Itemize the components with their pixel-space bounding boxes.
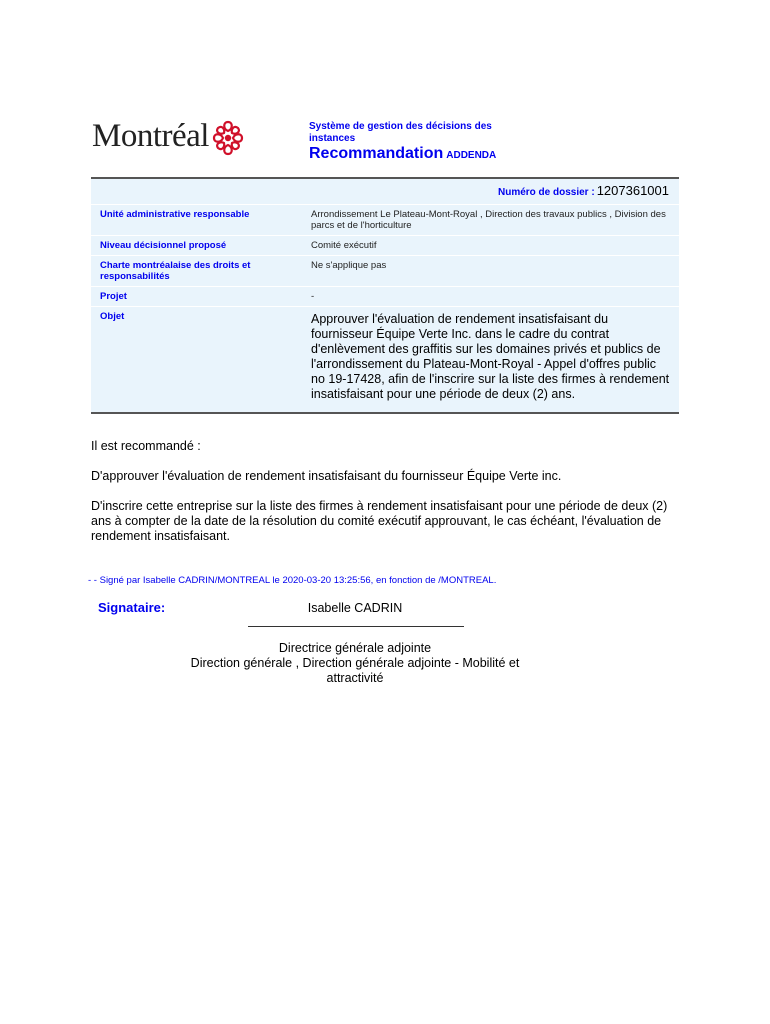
table-row (91, 256, 679, 287)
signatory-title: Directrice générale adjointe (278, 641, 432, 655)
signatory-name: Isabelle CADRIN (307, 601, 403, 615)
table-row (91, 287, 679, 307)
system-title: Système de gestion des décisions des instances (309, 121, 492, 144)
row-label-projet: Projet (91, 287, 303, 307)
logo-text: Montréal (92, 118, 209, 154)
recommendation-paragraph-2: D'inscrire cette entreprise sur la liste des firmes à rendement insatisfaisant pour une période de deux (2) ans à compter de la date de la résolution du comité exécutif approuvant, le cas échéant, l'évaluation de rendement insatisfaisant. (91, 499, 668, 543)
row-value-objet: Approuver l'évaluation de rendement insatisfaisant du fournisseur Équipe Verte Inc. dans le cadre du contrat d'enlèvement des graffitis sur les domaines privés et publics de l'arrondissement du Plateau-Mont-Royal - Appel d'offres public no 19-17428, afin de l'inscrire sur la liste des firmes à rendement insatisfaisant pour une période de deux (2) ans. (303, 307, 679, 414)
row-value-unite: Arrondissement Le Plateau-Mont-Royal , Direction des travaux publics , Division des parcs et de l'horticulture (303, 205, 679, 236)
dossier-label: Numéro de dossier : (497, 187, 595, 198)
montreal-rose-logo-icon (210, 118, 246, 158)
signature-rule (248, 626, 464, 627)
row-value-projet: - (303, 287, 679, 307)
row-label-objet: Objet (91, 307, 303, 414)
signature-line: - - Signé par Isabelle CADRIN/MONTREAL le 2020-03-20 13:25:56, en fonction de /MONTREAL. (88, 575, 497, 586)
row-value-charte: Ne s'applique pas (303, 256, 679, 287)
table-row (91, 307, 679, 414)
row-value-niveau: Comité exécutif (303, 236, 679, 256)
signatory-department: Direction générale , Direction générale adjointe - Mobilité et attractivité (190, 656, 520, 685)
recommendation-paragraph-1: D'approuver l'évaluation de rendement insatisfaisant du fournisseur Équipe Verte inc. (91, 469, 562, 483)
row-label-niveau: Niveau décisionnel proposé (91, 236, 303, 256)
document-title (309, 145, 496, 163)
decision-info-table (91, 177, 679, 414)
row-label-unite: Unité administrative responsable (91, 205, 303, 236)
row-label-charte: Charte montréalaise des droits et responsabilités (91, 256, 303, 287)
signataire-label: Signataire: (98, 600, 166, 615)
table-row (91, 205, 679, 236)
table-row (91, 236, 679, 256)
recommendation-intro: Il est recommandé : (91, 439, 201, 453)
dossier-number: 1207361001 (596, 183, 669, 198)
doc-type: Recommandation (309, 145, 444, 162)
dossier-row (91, 178, 679, 205)
doc-suffix: ADDENDA (446, 150, 497, 161)
